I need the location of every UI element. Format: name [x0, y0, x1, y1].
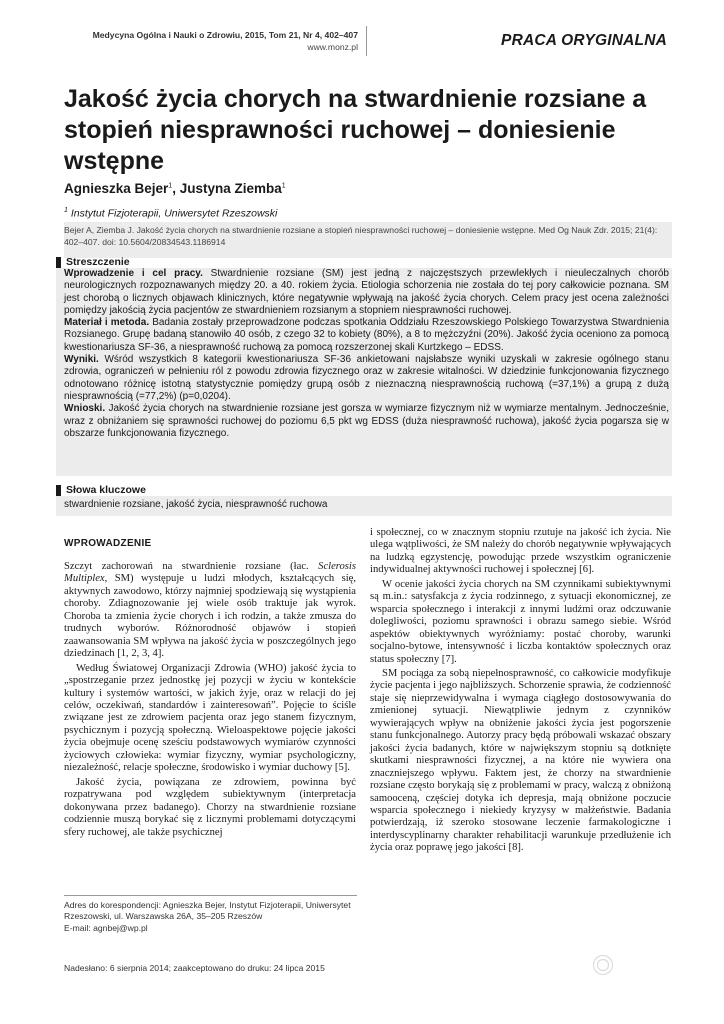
author-affiliation-mark: 1	[168, 182, 173, 190]
body-paragraph: Jakość życia, powiązana ze zdrowiem, powinna być rozpatrywana pod względem subiektywnym (interpretacja dokonywana przez badanego). Chorzy na stwardnienie rozsiane codziennie muszą borykać się z licznymi problemami dotyczącymi sfery ruchowej, ale także psychicznej	[64, 776, 356, 838]
abstract-label: Materiał i metoda.	[64, 317, 150, 329]
section-heading: WPROWADZENIE	[64, 538, 152, 549]
abstract-label: Wyniki.	[64, 354, 99, 366]
affiliation	[64, 207, 277, 220]
author-affiliation-mark: 1	[281, 182, 286, 190]
body-paragraph: SM pociąga za sobą niepełnosprawność, co całkowicie modyfikuje życie pacjenta i jego najbliższych. Schorzenie sprawia, że codzienność staje się nieprzewidywalna i wymaga ciągłego dostosowywania do zmienionej sytuacji. Niewątpliwie jednym z czynników wywierających wpływ na obniżenie jakości życia jest pogorszenie stanu funkcjonalnego. Autorzy pracy będą próbowali wskazać obszary jakości życia badanych, które w największym stopniu są dotknięte skutkami niesprawności fizycznej, a na które nie wywiera ona znaczniejszego wpływu. Faktem jest, że chorzy na stwardnienie rozsiane często borykają się z problemami w pracy, walczą z obniżoną samooceną, częściej dotyka ich depresja, mają obniżone poczucie wsparcia społecznego i niekiedy kryzysy w małżeństwie. Badania potwierdzają, iż szeroko stosowane leczenie farmakologiczne i interdyscyplinarny charakter rehabilitacji warunkuje przedłużenie ich życia oraz poprawę jego jakości [8].	[370, 667, 671, 854]
body-paragraph: W ocenie jakości życia chorych na SM czynnikami subiektywnymi są m.in.: satysfakcja z życia rodzinnego, z sytuacji ekonomicznej, ze wsparcia społecznego i interakcji z innymi ludźmi oraz odczuwanie dolegliwości, poziomu sprawności i obrazu samego siebie. Wśród aspektów obiektywnych wyróżniamy: postać choroby, warunki socjalno-bytowe, intensywność i liczba kontaktów społecznych oraz status społeczny [7].	[370, 578, 671, 665]
how-to-cite: Bejer A, Ziemba J. Jakość życia chorych na stwardnienie rozsiane a stopień niesprawności ruchowej – doniesienie wstępne. Med Og Nauk Zdr. 2015; 21(4): 402–407. doi: 10.5604/20834543.1186914	[64, 225, 658, 247]
author-name: Agnieszka Bejer	[64, 181, 169, 196]
body-text: , SM) występuje u ludzi młodych, kształcących się, aktywnych zawodowo, którzy najmniej spodziewają się wystąpienia choroby. Zdiagnozowanie jej wiele osób traktuje jak wyrok. Choroba ta zmienia życie chorych i ich rodzin, a także zmusza do trudnych wyborów. Różnorodność objawów i stopień zaawansowania SM wpływa na jakość życia w poszczególnych jego dziedzinach [1, 2, 3, 4].	[64, 573, 356, 660]
abstract-text: Jakość życia chorych na stwardnienie rozsiane jest gorsza w wymiarze fizycznym niż w wymiarze mentalnym. Jednocześnie, wraz z obniżaniem się sprawności ruchowej do poziomu 6,5 pkt wg EDSS (duża niesprawność ruchowa), jakość życia pogarsza się w obszarze funkcjonowania fizycznego.	[64, 403, 669, 439]
body-paragraph	[64, 561, 356, 661]
header-divider	[366, 26, 367, 56]
abstract-body	[64, 268, 669, 440]
affiliation-text: Instytut Fizjoterapii, Uniwersytet Rzeszowski	[70, 207, 278, 220]
text-column-left	[64, 561, 356, 839]
abstract-results	[64, 354, 669, 403]
author-name: Justyna Ziemba	[179, 181, 282, 196]
abstract-text: Stwardnienie rozsiane (SM) jest jedną z najczęstszych przewlekłych i nieuleczalnych chorób neurologicznych rozpoznawanych między 20. a 40. rokiem życia. Etiologia schorzenia nie została do tej pory całkowicie poznana. SM jest chorobą o licznych objawach klinicznych, które negatywnie wpływają na jakość życia chorych. Celem pracy jest ocena zależności pomiędzy jakością życia pacjentów ze stwardnieniem rozsianym a stopniem niesprawności ruchowej.	[64, 268, 669, 316]
author-list	[64, 181, 286, 196]
text-column-right	[370, 527, 671, 855]
article-type: PRACA ORYGINALNA	[501, 32, 667, 49]
abstract-conclusions	[64, 403, 669, 440]
abstract-label: Wnioski.	[64, 403, 106, 415]
abstract-text: Badania zostały przeprowadzone podczas spotkania Oddziału Rzeszowskiego Polskiego Towarzystwa Stwardnienia Rozsianego. Grupę badaną stanowiło 40 osób, z czego 32 to kobiety (80%), a 8 to mężczyźni (20%). Jakość życia oceniono za pomocą kwestionariusza SF-36, a niesprawność ruchową za pomocą rozszerzonej skali Kurtzkego – EDSS.	[64, 317, 670, 353]
abstract-heading	[56, 256, 130, 268]
keywords-text: stwardnienie rozsiane, jakość życia, niesprawność ruchowa	[64, 499, 328, 510]
correspondence-address: Adres do korespondencji: Agnieszka Bejer, Instytut Fizjoterapii, Uniwersytet Rzeszowski, ul. Warszawska 26A, 35–205 Rzeszów	[64, 900, 351, 922]
footnote-divider	[64, 895, 357, 896]
submission-dates: Nadesłano: 6 sierpnia 2014; zaakceptowano do druku: 24 lipca 2015	[64, 963, 325, 973]
abstract-label: Wprowadzenie i cel pracy.	[64, 268, 203, 279]
correspondence-email: E-mail: agnbej@wp.pl	[64, 922, 148, 933]
publisher-watermark-icon	[592, 954, 614, 976]
affiliation-mark: 1	[64, 207, 68, 214]
abstract-text: Wśród wszystkich 8 kategorii kwestionariusza SF-36 ankietowani najsłabsze wyniki uzyskali w zakresie ogólnego stanu zdrowia, ograniczeń w pełnieniu ról z powodu zdrowia fizycznego oraz w zakresie witalności. W dziedzinie funkcjonowania fizycznego odnotowano różnicę istotną statystycznie pomiędzy grupą osób z nieznaczną niesprawnością ruchową (=37,1%) a grupą z dużą niesprawnością (=77,2%) (p=0,0204).	[64, 354, 669, 402]
correspondence-note	[64, 900, 356, 934]
heading-marker-icon	[56, 257, 61, 268]
abstract-methods	[64, 317, 669, 354]
body-paragraph: i społecznej, co w znacznym stopniu rzutuje na jakość ich życia. Nie ulega wątpliwości, że SM należy do chorób negatywnie wpływających na ludzką egzystencję, powodując przede wszystkim ograniczenie indywidualnej aktywności ruchowej i społecznej [6].	[370, 527, 671, 576]
latin-term: Sclerosis Multiplex	[64, 561, 356, 585]
keywords-heading	[56, 484, 146, 496]
article-title: Jakość życia chorych na stwardnienie rozsiane a stopień niesprawności ruchowej – doniesienie wstępne	[64, 85, 647, 175]
heading-marker-icon	[56, 485, 61, 496]
journal-website: www.monz.pl	[307, 42, 358, 52]
keywords-heading-label: Słowa kluczowe	[66, 484, 146, 496]
abstract-introduction	[64, 268, 669, 317]
journal-citation: Medycyna Ogólna i Nauki o Zdrowiu, 2015, Tom 21, Nr 4, 402–407	[92, 30, 358, 40]
body-text: Szczyt zachorowań na stwardnienie rozsiane (łac.	[64, 561, 319, 572]
author-separator: ,	[172, 181, 180, 196]
abstract-heading-label: Streszczenie	[66, 256, 130, 268]
body-paragraph: Według Światowej Organizacji Zdrowia (WHO) jakość życia to „spostrzeganie przez jednostkę jej pozycji w życiu w kontekście kultury i systemów wartości, w jakich żyje, oraz w relacji do jej celów, oczekiwań, standardów i zainteresowań”. Pojęcie to ściśle związane jest ze zdrowiem pacjenta oraz jego stanem fizycznym, psychicznym i pozycją społeczną. Wieloaspektowe pojęcie jakości życia obejmuje ocenę sześciu podstawowych wymiarów czynności życiowych człowieka: wymiar fizyczny, wymiar psychologiczny, niezależność, relacje społeczne, środowisko i wymiar duchowy [5].	[64, 662, 356, 774]
